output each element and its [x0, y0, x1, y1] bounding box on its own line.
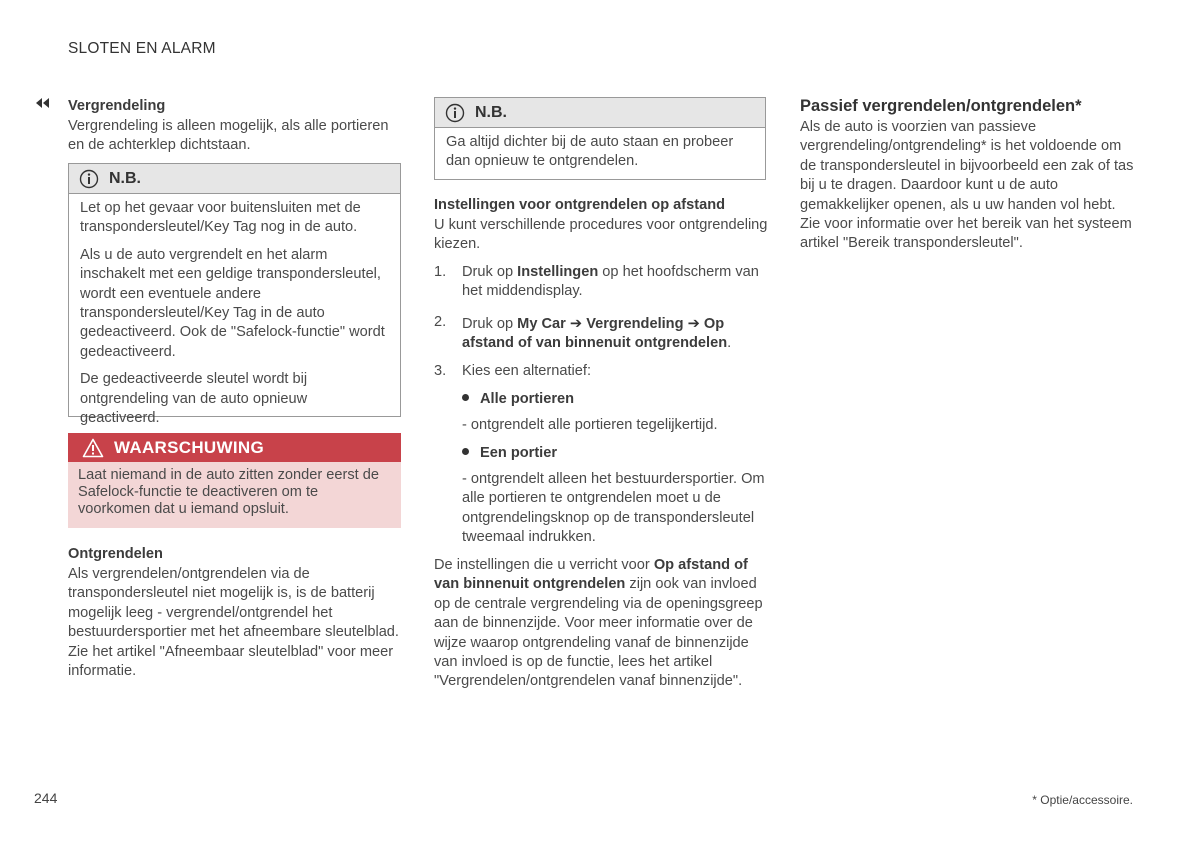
warning-box [68, 433, 401, 528]
note-box-lockout [68, 163, 401, 427]
warning-triangle-icon [82, 438, 104, 458]
bullet-icon [462, 394, 469, 401]
option-desc: - ontgrendelt alle portieren tegelijkertijd. [462, 417, 718, 433]
settings-intro: U kunt verschillende procedures voor ontgrendeling kiezen. [434, 217, 768, 253]
step-number: 1. [434, 264, 447, 280]
closing-paragraph: De instellingen die u verricht voor Op afstand of van binnenuit ontgrendelen zijn ook van invloed op de centrale vergrendeling via de openingsgreep aan de binnenzijde. Voor meer informatie over de wijze waarop ontgrendeling vanaf de binnenzijde van invloed is op de functie, lees het artikel "Vergrendelen/ontgrendelen vanaf binnenzijde". [434, 557, 763, 690]
note-box-distance [434, 97, 766, 180]
step-3: Kies een alternatief: [462, 363, 591, 379]
note-title: N.B. [109, 169, 141, 187]
passive-heading: Passief vergrendelen/ontgrendelen* [800, 97, 1082, 115]
note-text: Ga altijd dichter bij de auto staan en probeer dan opnieuw te ontgrendelen. [446, 134, 734, 170]
warning-title: WAARSCHUWING [114, 437, 264, 457]
info-icon [445, 103, 465, 123]
footnote: * Optie/accessoire. [1032, 793, 1133, 807]
note-paragraph: De gedeactiveerde sleutel wordt bij ontgrendeling van de auto opnieuw geactiveerd. [80, 371, 308, 427]
info-icon [79, 169, 99, 189]
passive-text: Als de auto is voorzien van passieve vergrendeling/ontgrendeling* is het voldoende om de transpondersleutel in bijvoorbeeld een zak of tas bij u te dragen. Daardoor kunt u de auto gemakkelijker openen, als u uw handen vol hebt. Zie voor informatie over het bereik van het systeem artikel "Bereik transpondersleutel". [800, 119, 1134, 252]
note-title: N.B. [475, 103, 507, 121]
ontgrendelen-heading: Ontgrendelen [68, 546, 163, 562]
arrow-right-icon: ➔ [569, 316, 583, 332]
vergrendeling-text: Vergrendeling is alleen mogelijk, als alle portieren en de achterklep dichtstaan. [68, 118, 389, 154]
step-number: 2. [434, 314, 447, 330]
chapter-title: SLOTEN EN ALARM [68, 40, 216, 57]
warning-text: Laat niemand in de auto zitten zonder eerst de Safelock-functie te deactiveren om te voorkomen dat u iemand opsluit. [78, 467, 379, 517]
step-2: Druk op My Car ➔ Vergrendeling ➔ Op afstand of van binnenuit ontgrendelen. [462, 316, 732, 352]
bullet-icon [462, 448, 469, 455]
ontgrendelen-text: Als vergrendelen/ontgrendelen via de transpondersleutel niet mogelijk is, is de batterij mogelijk leeg - vergrendel/ontgrendel het bestuurdersportier met het afneembare sleutelblad. Zie het artikel "Afneembaar sleutelblad" voor meer informatie. [68, 566, 399, 680]
settings-heading: Instellingen voor ontgrendelen op afstand [434, 197, 726, 213]
page-number: 244 [34, 790, 58, 806]
option-alle-portieren: Alle portieren [462, 390, 768, 409]
step-1: Druk op Instellingen op het hoofdscherm van het middendisplay. [462, 264, 759, 300]
option-desc: - ontgrendelt alleen het bestuurdersportier. Om alle portieren te ontgrendelen moet u de ontgrendelingsknop op de transpondersleutel tweemaal indrukken. [462, 471, 765, 546]
double-chevron-left-icon [34, 96, 52, 110]
option-een-portier: Een portier [462, 444, 768, 463]
warning-header [68, 433, 401, 462]
menu-item-vergrendeling: Vergrendeling [586, 316, 684, 332]
note-header [69, 164, 400, 194]
note-paragraph: Als u de auto vergrendelt en het alarm inschakelt met een geldige transpondersleutel, wordt een eventuele andere transpondersleutel/Key Tag in de auto gedeactiveerd. Ook de "Safelock-functie" wordt gedeactiveerd. [80, 246, 385, 360]
note-header [435, 98, 765, 128]
setting-name: Op afstand of van binnenuit ontgrendelen [434, 557, 748, 593]
step-number: 3. [434, 363, 447, 379]
menu-item-instellingen: Instellingen [517, 264, 599, 280]
note-paragraph: Let op het gevaar voor buitensluiten met de transpondersleutel/Key Tag nog in de auto. [80, 200, 361, 236]
vergrendeling-heading: Vergrendeling [68, 98, 166, 114]
arrow-right-icon: ➔ [687, 316, 700, 332]
menu-item-my-car: My Car [517, 316, 566, 332]
menu-item-op-afstand: Op afstand of van binnenuit ontgrendelen [462, 316, 728, 352]
